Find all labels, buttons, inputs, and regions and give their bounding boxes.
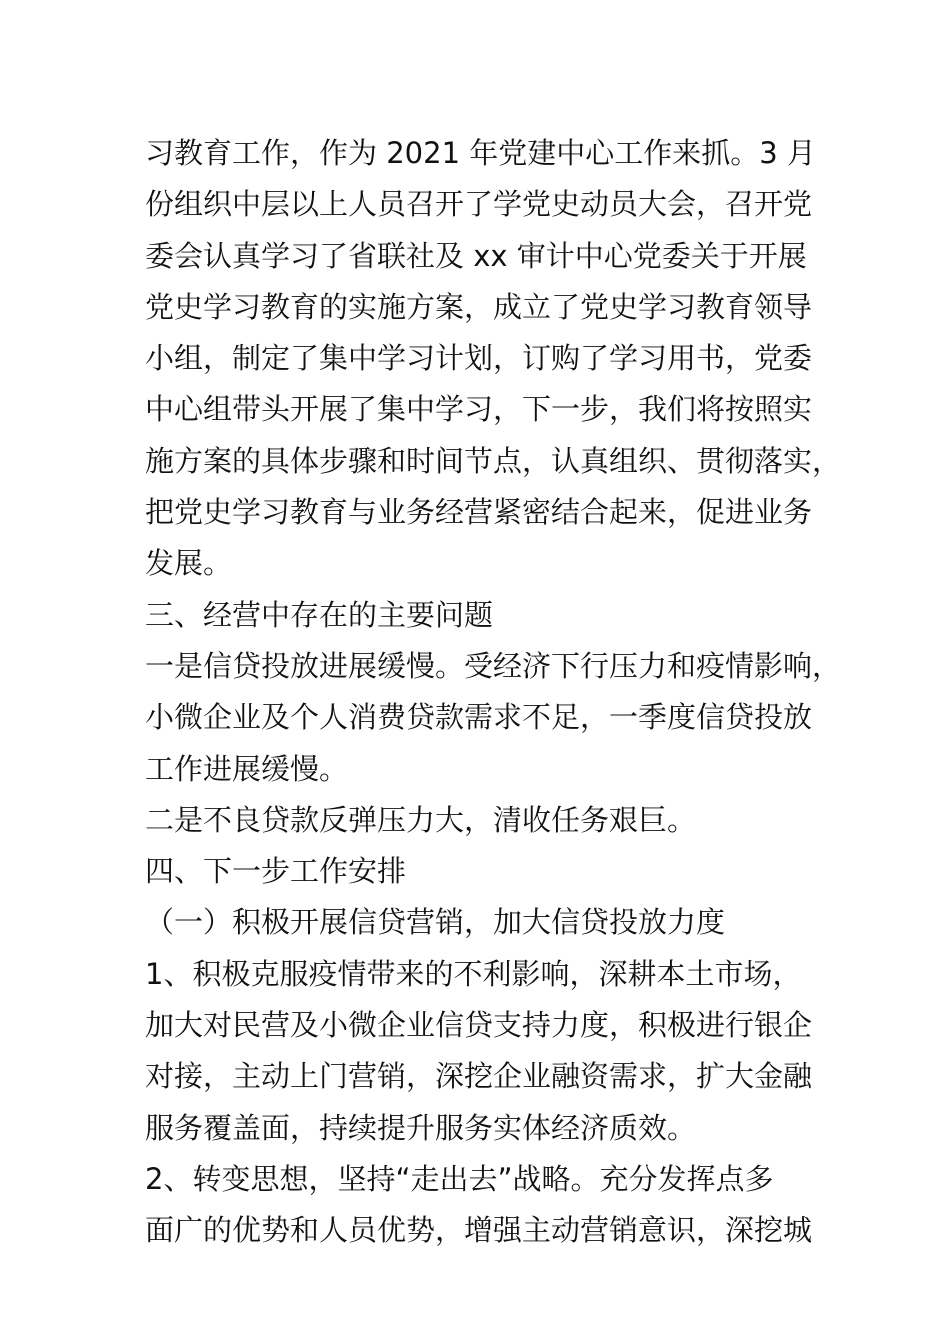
text-line: 对接，主动上门营销，深挖企业融资需求，扩大金融 (145, 1059, 813, 1094)
text-line: 面广的优势和人员优势，增强主动营销意识，深挖城 (145, 1213, 813, 1248)
text-line: 加大对民营及小微企业信贷支持力度，积极进行银企 (145, 1008, 813, 1043)
text-line: 把党史学习教育与业务经营紧密结合起来，促进业务 (145, 495, 813, 530)
text-line: 工作进展缓慢。 (145, 751, 349, 786)
section-heading-3: 三、经营中存在的主要问题 (145, 597, 494, 632)
text-line: 服务覆盖面，持续提升服务实体经济质效。 (145, 1110, 697, 1145)
text-line: 2、转变思想，坚持“走出去”战略。充分发挥点多 (145, 1161, 774, 1196)
text-line: 发展。 (145, 546, 233, 581)
document-body (145, 128, 842, 1257)
text-line: 小微企业及个人消费贷款需求不足，一季度信贷投放 (145, 700, 813, 735)
text-line: 1、积极克服疫情带来的不利影响，深耕本土市场， (145, 956, 802, 991)
section-heading-4: 四、下一步工作安排 (145, 854, 407, 889)
text-line: 习教育工作，作为 2021 年党建中心工作来抓。3 月 (145, 136, 816, 170)
text-line: 施方案的具体步骤和时间节点，认真组织、贯彻落实， (145, 443, 842, 478)
text-line: 份组织中层以上人员召开了学党史动员大会，召开党 (145, 187, 813, 222)
text-line: 委会认真学习了省联社及 xx 审计中心党委关于开展 (145, 238, 807, 273)
text-line: 中心组带头开展了集中学习，下一步，我们将按照实 (145, 392, 813, 427)
text-line: 小组，制定了集中学习计划，订购了学习用书，党委 (145, 341, 813, 376)
text-line: 一是信贷投放进展缓慢。受经济下行压力和疫情影响， (145, 648, 842, 683)
text-line: 二是不良贷款反弹压力大，清收任务艰巨。 (145, 802, 697, 837)
subsection-heading-1: （一）积极开展信贷营销，加大信贷投放力度 (145, 905, 726, 940)
text-line: 党史学习教育的实施方案，成立了党史学习教育领导 (145, 289, 813, 324)
